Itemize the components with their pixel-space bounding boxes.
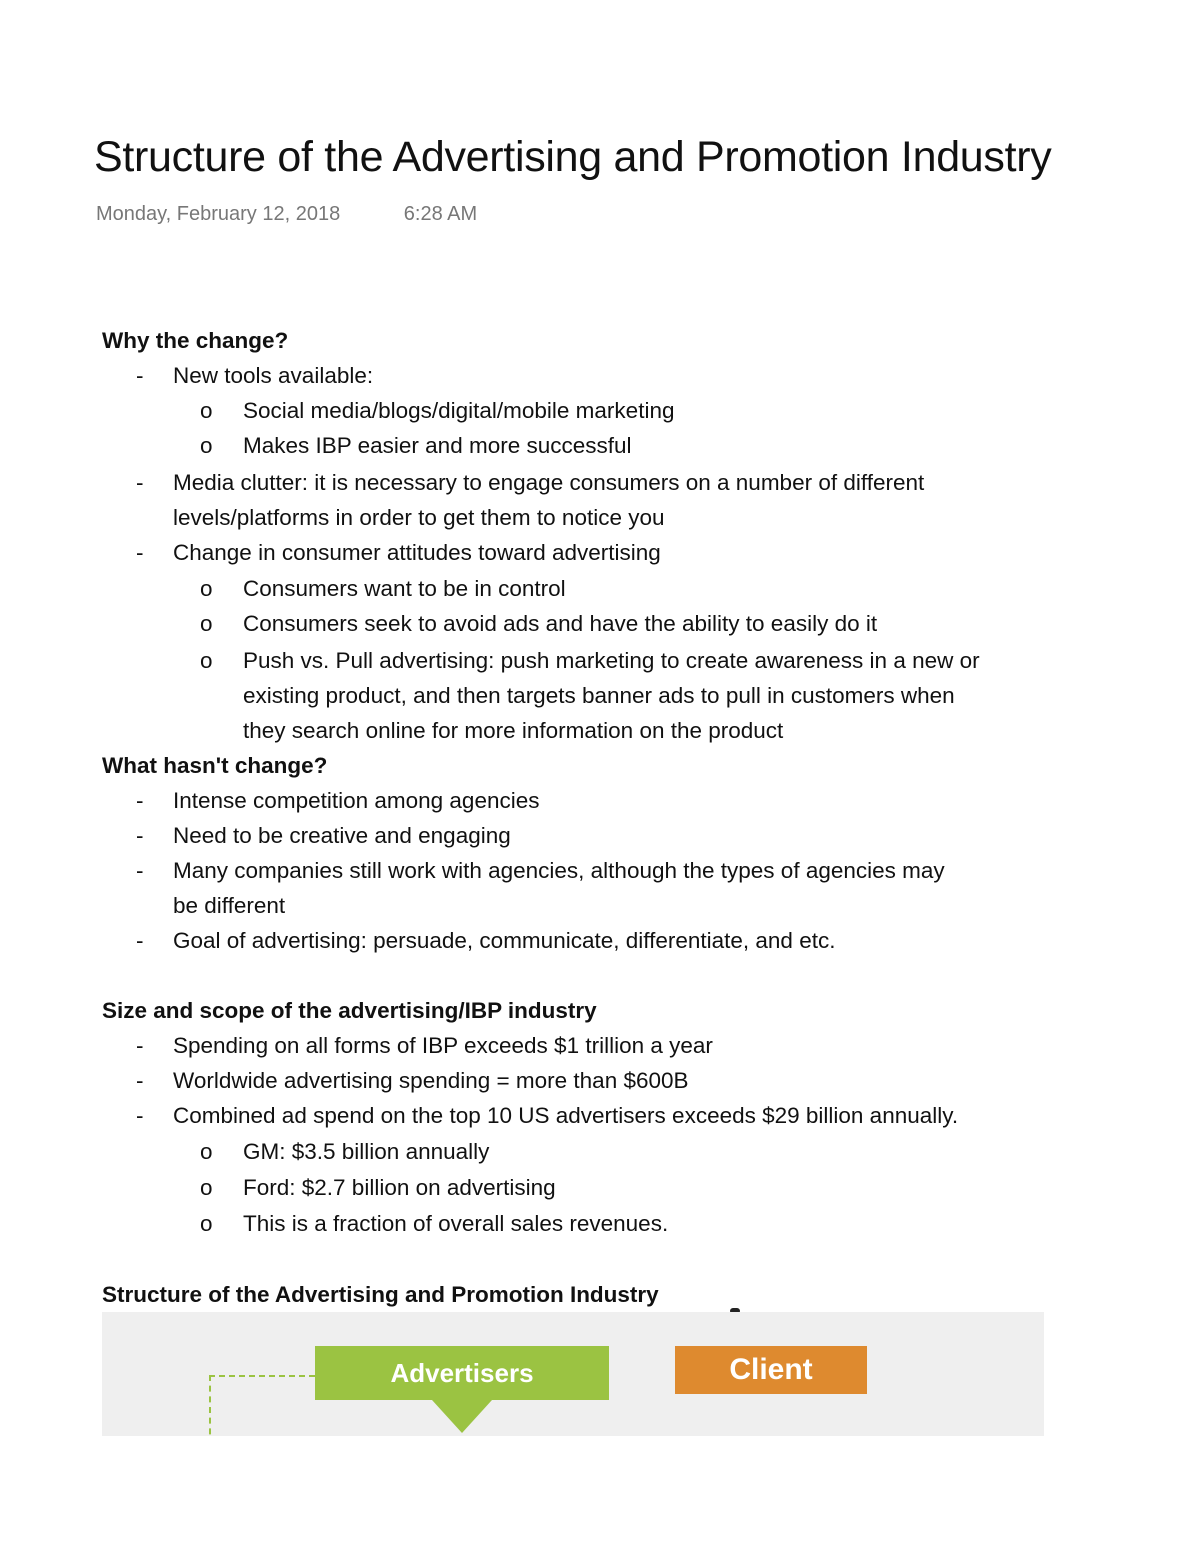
- list-item-continuation: be different: [173, 893, 286, 918]
- list-item: Many companies still work with agencies, although the types of agencies may: [173, 858, 945, 883]
- list-item: Need to be creative and engaging: [173, 823, 511, 848]
- dash-marker: -: [136, 1033, 144, 1058]
- list-item-continuation: they search online for more information on the product: [243, 718, 784, 743]
- list-item: This is a fraction of overall sales revenues.: [243, 1211, 669, 1236]
- dash-marker: -: [136, 540, 144, 565]
- dash-marker: -: [136, 363, 144, 388]
- dash-marker: -: [136, 788, 144, 813]
- page-date: Monday, February 12, 2018: [96, 203, 341, 225]
- bullet-marker: o: [200, 1175, 213, 1200]
- list-item: Consumers want to be in control: [243, 576, 566, 601]
- list-item: Spending on all forms of IBP exceeds $1 trillion a year: [173, 1033, 713, 1058]
- list-item: Media clutter: it is necessary to engage consumers on a number of different: [173, 470, 925, 495]
- bullet-marker: o: [200, 398, 213, 423]
- bullet-marker: o: [200, 1211, 213, 1236]
- page-meta: [96, 203, 477, 226]
- list-item: New tools available:: [173, 363, 374, 388]
- list-item: Intense competition among agencies: [173, 788, 540, 813]
- dash-marker: -: [136, 1068, 144, 1093]
- dash-marker: -: [136, 1103, 144, 1128]
- list-item: Worldwide advertising spending = more than $600B: [173, 1068, 689, 1093]
- section-heading-what: What hasn't change?: [102, 753, 328, 778]
- dash-marker: -: [136, 928, 144, 953]
- list-item-continuation: levels/platforms in order to get them to notice you: [173, 505, 665, 530]
- bullet-marker: o: [200, 611, 213, 636]
- connector-line-horizontal: [209, 1375, 315, 1377]
- page-time: 6:28 AM: [403, 203, 478, 225]
- list-item: Combined ad spend on the top 10 US advertisers exceeds $29 billion annually.: [173, 1103, 959, 1128]
- list-item: Ford: $2.7 billion on advertising: [243, 1175, 556, 1200]
- advertisers-arrow: [432, 1400, 492, 1433]
- section-heading-structure: Structure of the Advertising and Promotion Industry: [102, 1282, 659, 1307]
- structure-diagram: [102, 1312, 1044, 1436]
- list-item: Goal of advertising: persuade, communicate, differentiate, and etc.: [173, 928, 836, 953]
- connector-line-vertical: [209, 1375, 211, 1436]
- list-item: GM: $3.5 billion annually: [243, 1139, 490, 1164]
- list-item: Social media/blogs/digital/mobile marketing: [243, 398, 675, 423]
- bullet-marker: o: [200, 648, 213, 673]
- bullet-marker: o: [200, 1139, 213, 1164]
- advertisers-box: Advertisers: [315, 1346, 609, 1400]
- list-item: Consumers seek to avoid ads and have the ability to easily do it: [243, 611, 878, 636]
- list-item-continuation: existing product, and then targets banner ads to pull in customers when: [243, 683, 955, 708]
- list-item: Push vs. Pull advertising: push marketing to create awareness in a new or: [243, 648, 980, 673]
- dash-marker: -: [136, 823, 144, 848]
- dash-marker: -: [136, 470, 144, 495]
- list-item: Change in consumer attitudes toward advertising: [173, 540, 661, 565]
- section-heading-why: Why the change?: [102, 328, 289, 353]
- dash-marker: -: [136, 858, 144, 883]
- client-box: Client: [675, 1346, 867, 1394]
- list-item: Makes IBP easier and more successful: [243, 433, 632, 458]
- bullet-marker: o: [200, 433, 213, 458]
- page-title: Structure of the Advertising and Promotion Industry: [94, 133, 1052, 181]
- bullet-marker: o: [200, 576, 213, 601]
- section-heading-size: Size and scope of the advertising/IBP industry: [102, 998, 597, 1023]
